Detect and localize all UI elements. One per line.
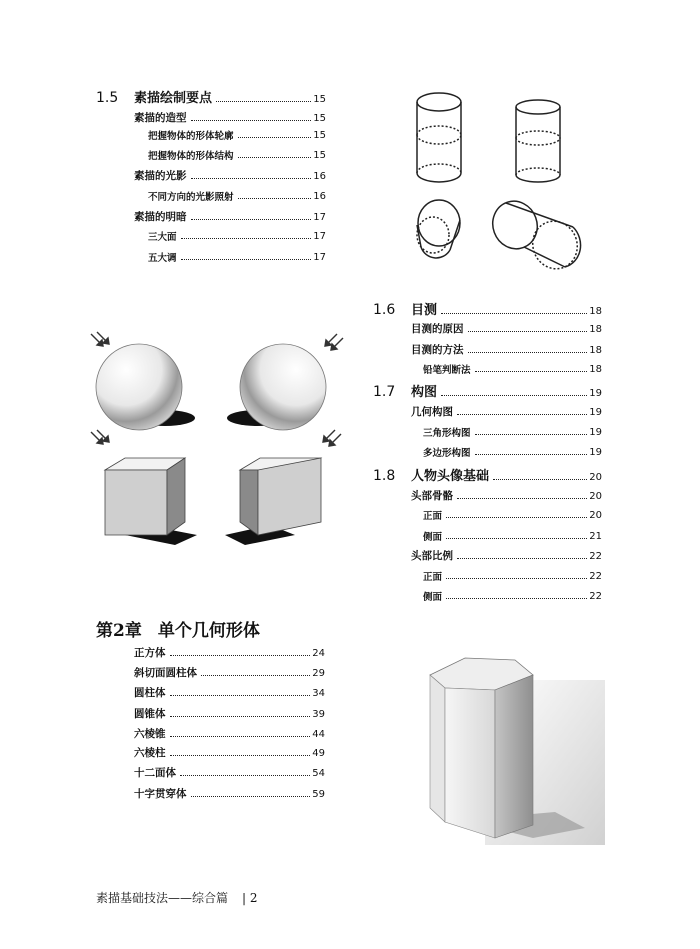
toc-entry[interactable]	[134, 789, 325, 800]
toc-entry-title: 正面	[423, 571, 443, 583]
toc-page-number: 18	[589, 364, 602, 375]
toc-entry[interactable]	[134, 668, 325, 679]
toc-page-number: 15	[313, 112, 326, 124]
toc-entry-title: 构图	[411, 385, 438, 400]
toc-entry-title: 不同方向的光影照射	[148, 191, 234, 203]
toc-page-number: 16	[313, 170, 326, 182]
toc-entry-title: 头部骨骼	[411, 490, 453, 502]
toc-page-number: 18	[589, 323, 602, 335]
light-direction-illustration	[85, 330, 355, 545]
toc-entry-title: 六棱锥	[134, 728, 166, 740]
toc-entry-title: 五大调	[148, 252, 177, 264]
toc-entry-title: 多边形构图	[423, 447, 471, 459]
toc-page-number: 21	[589, 531, 602, 542]
toc-page-number: 22	[589, 591, 602, 602]
toc-entry[interactable]	[96, 91, 326, 105]
toc-page-number: 20	[589, 510, 602, 521]
toc-entry[interactable]	[134, 113, 326, 124]
dot-leader	[170, 755, 311, 756]
toc-page-number: 16	[313, 191, 326, 202]
toc-entry[interactable]	[373, 469, 602, 483]
dot-leader	[441, 313, 587, 314]
dot-leader	[446, 538, 587, 539]
toc-entry-title: 侧面	[423, 591, 443, 603]
toc-entry[interactable]	[134, 768, 325, 779]
toc-entry[interactable]	[373, 385, 602, 399]
toc-entry[interactable]	[148, 151, 326, 161]
toc-entry-title: 人物头像基础	[411, 469, 490, 484]
toc-page-number: 17	[313, 231, 326, 242]
dot-leader	[441, 395, 587, 396]
dot-leader	[216, 101, 311, 102]
toc-entry-title: 六棱柱	[134, 747, 166, 759]
toc-entry-title: 素描的光影	[134, 170, 187, 182]
dot-leader	[201, 675, 310, 676]
toc-entry-title: 素描的明暗	[134, 211, 187, 223]
toc-entry[interactable]	[411, 551, 602, 562]
toc-page-number: 19	[589, 388, 602, 399]
dot-leader	[170, 716, 311, 717]
toc-entry[interactable]	[148, 232, 326, 242]
toc-page-number: 39	[312, 708, 325, 720]
dot-leader	[468, 331, 588, 332]
toc-page-number: 34	[312, 687, 325, 699]
dot-leader	[181, 238, 312, 239]
toc-entry-title: 三大面	[148, 231, 177, 243]
chapter-label: 第2章	[96, 621, 142, 641]
dot-leader	[191, 796, 311, 797]
dot-leader	[170, 695, 311, 696]
dot-leader	[191, 178, 312, 179]
toc-entry-title: 把握物体的形体轮廓	[148, 130, 234, 142]
dot-leader	[475, 434, 588, 435]
toc-entry[interactable]	[411, 491, 602, 502]
toc-page-number: 29	[312, 667, 325, 679]
chapter-heading	[96, 616, 260, 641]
dot-leader	[457, 558, 587, 559]
dot-leader	[475, 371, 588, 372]
toc-entry[interactable]	[134, 212, 326, 223]
toc-page-number: 19	[589, 447, 602, 458]
toc-entry[interactable]	[423, 572, 602, 582]
dot-leader	[457, 414, 587, 415]
toc-entry[interactable]	[411, 324, 602, 335]
toc-entry-title: 把握物体的形体结构	[148, 150, 234, 162]
toc-page-number: 20	[589, 490, 602, 502]
dot-leader	[170, 655, 311, 656]
toc-entry-title: 三角形构图	[423, 427, 471, 439]
toc-entry[interactable]	[423, 365, 602, 375]
dot-leader	[238, 198, 312, 199]
toc-entry-title: 十二面体	[134, 767, 176, 779]
toc-entry-title: 素描的造型	[134, 112, 187, 124]
toc-entry-title: 斜切面圆柱体	[134, 667, 197, 679]
toc-entry[interactable]	[423, 592, 602, 602]
toc-page-number: 49	[312, 747, 325, 759]
toc-entry-title: 正面	[423, 510, 443, 522]
toc-entry[interactable]	[134, 709, 325, 720]
dot-leader	[191, 120, 312, 121]
toc-entry-title: 侧面	[423, 531, 443, 543]
dot-leader	[446, 598, 587, 599]
toc-entry[interactable]	[148, 253, 326, 263]
toc-entry[interactable]	[134, 688, 325, 699]
toc-page-number: 15	[313, 130, 326, 141]
section-number: 1.8	[373, 468, 396, 484]
toc-entry-title: 圆柱体	[134, 687, 166, 699]
dot-leader	[238, 137, 312, 138]
dot-leader	[191, 219, 312, 220]
toc-entry-title: 目测	[411, 303, 438, 318]
toc-page-number: 17	[313, 252, 326, 263]
dot-leader	[181, 259, 312, 260]
toc-page-number: 17	[313, 211, 326, 223]
toc-entry-title: 目测的原因	[411, 323, 464, 335]
toc-entry[interactable]	[148, 131, 326, 141]
toc-entry[interactable]	[148, 192, 326, 202]
toc-page-number: 22	[589, 571, 602, 582]
page-footer	[96, 889, 258, 906]
toc-page-number: 54	[312, 767, 325, 779]
dot-leader	[468, 352, 588, 353]
hexagonal-prism-sketch	[405, 650, 605, 845]
toc-page-number: 22	[589, 550, 602, 562]
dot-leader	[475, 454, 588, 455]
toc-entry[interactable]	[411, 345, 602, 356]
toc-entry[interactable]	[423, 448, 602, 458]
dot-leader	[238, 157, 312, 158]
dot-leader	[446, 578, 587, 579]
toc-page-number: 20	[589, 472, 602, 483]
toc-entry[interactable]	[134, 648, 325, 659]
toc-entry[interactable]	[423, 532, 602, 542]
dot-leader	[170, 736, 311, 737]
toc-entry-title: 头部比例	[411, 550, 453, 562]
toc-entry-title: 正方体	[134, 647, 166, 659]
toc-page-number: 24	[312, 647, 325, 659]
section-number: 1.7	[373, 384, 396, 400]
toc-entry-title: 圆锥体	[134, 708, 166, 720]
dot-leader	[457, 498, 587, 499]
book-title: 素描基础技法——综合篇	[96, 891, 229, 905]
toc-page-number: 19	[589, 406, 602, 418]
toc-entry[interactable]	[411, 407, 602, 418]
section-number: 1.5	[96, 90, 119, 106]
toc-entry[interactable]	[423, 428, 602, 438]
toc-page-number: 15	[313, 94, 326, 105]
toc-page-number: 18	[589, 306, 602, 317]
toc-entry[interactable]	[373, 303, 602, 317]
dot-leader	[493, 479, 587, 480]
dot-leader	[446, 517, 587, 518]
dot-leader	[180, 775, 310, 776]
cylinders-illustration	[405, 85, 605, 280]
toc-page-number: 18	[589, 344, 602, 356]
toc-entry-title: 目测的方法	[411, 344, 464, 356]
toc-entry-title: 素描绘制要点	[134, 91, 213, 106]
toc-entry[interactable]	[134, 729, 325, 740]
toc-entry[interactable]	[134, 171, 326, 182]
toc-entry-title: 几何构图	[411, 406, 453, 418]
toc-entry-title: 十字贯穿体	[134, 788, 187, 800]
toc-entry[interactable]	[134, 748, 325, 759]
toc-entry-title: 铅笔判断法	[423, 364, 471, 376]
section-number: 1.6	[373, 302, 396, 318]
toc-page-number: 44	[312, 728, 325, 740]
page-number: | 2	[242, 891, 258, 905]
toc-page-number: 15	[313, 150, 326, 161]
toc-entry[interactable]	[423, 511, 602, 521]
toc-page-number: 59	[312, 788, 325, 800]
toc-page-number: 19	[589, 427, 602, 438]
chapter-title: 单个几何形体	[157, 621, 260, 641]
